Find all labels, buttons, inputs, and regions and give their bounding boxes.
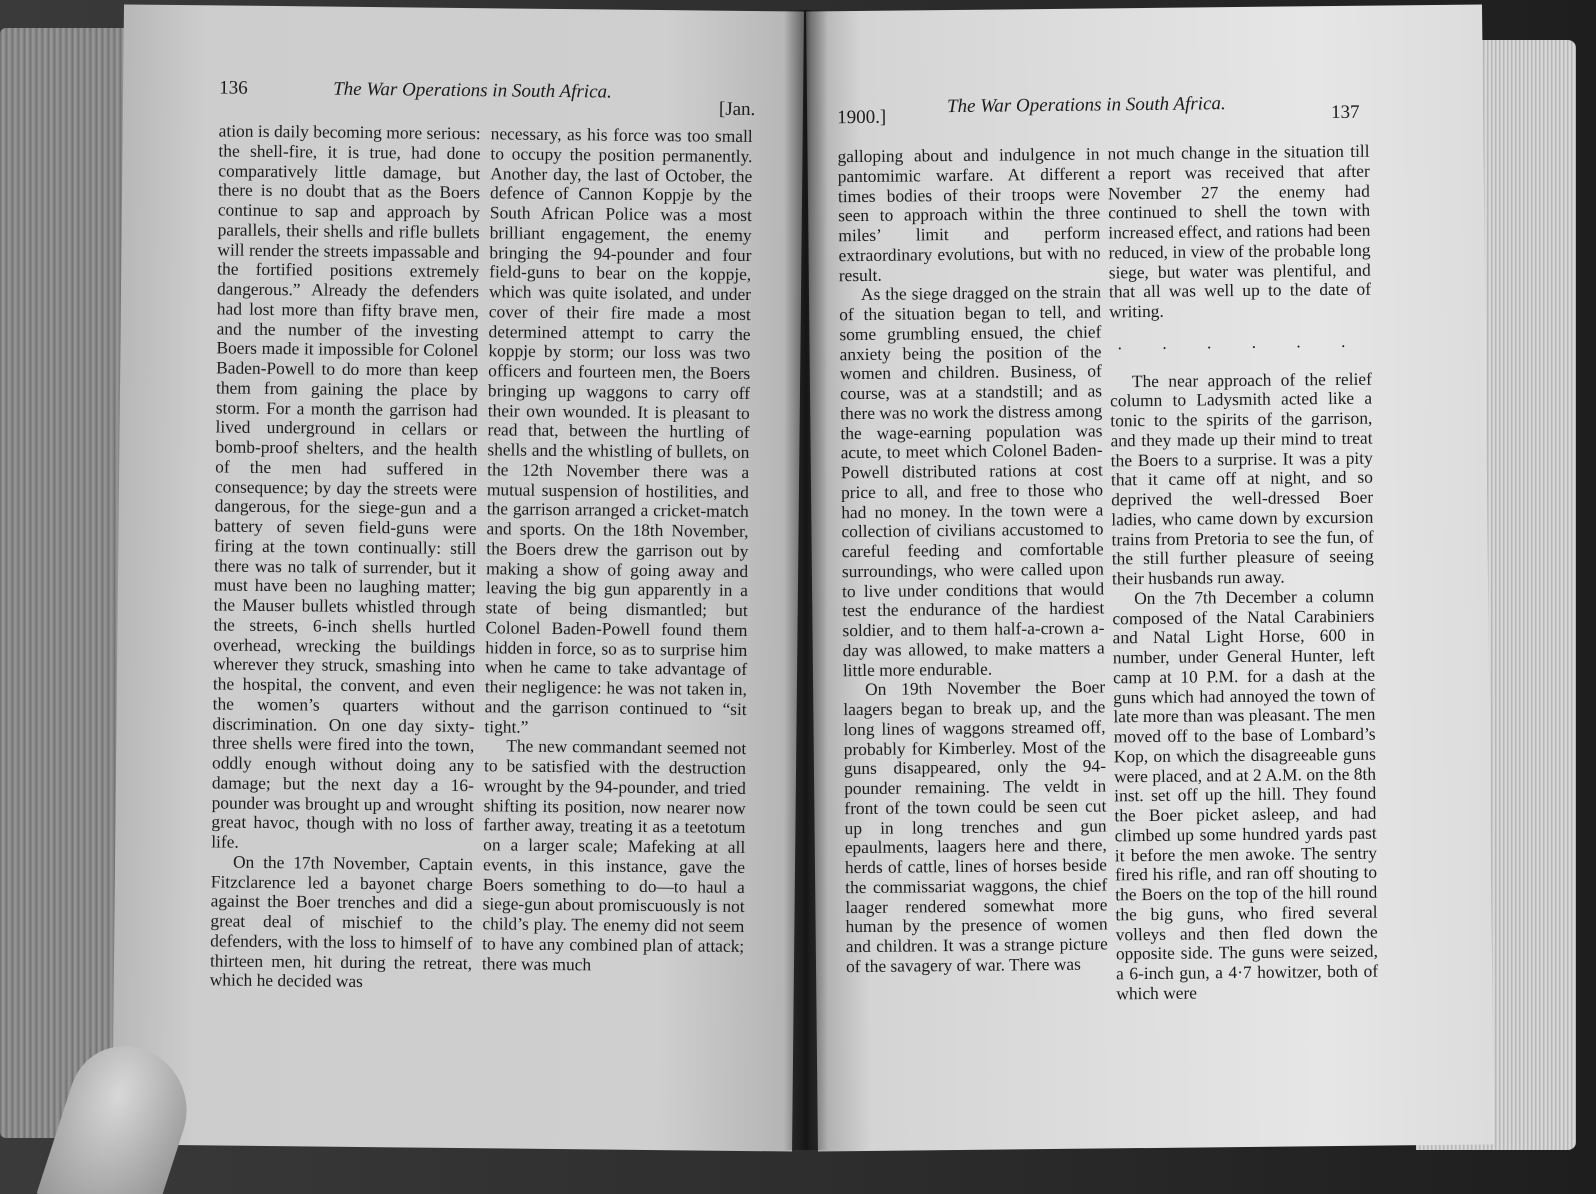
- left-page-number: 136: [219, 77, 248, 99]
- left-page-column-1: [210, 121, 481, 993]
- paragraph: As the siege dragged on the strain of the situation began to tell, and some grumbling ensued, the chief anxiety being the position of the women and children. Business, of course, was at a standstill; and as there was no work the distress among the wage-earning population was acute, to meet which Colonel Baden-Powell distributed rations at cost price to all, and free to those who had no money. In the town were a collection of civilians accustomed to careful feeding and comfortable surroundings, who were called upon to live under conditions that would test the endurance of the hardiest soldier, and to them half-a-crown a-day was allowed, to make matters a little more endurable.: [839, 281, 1105, 680]
- paragraph: necessary, as his force was too small to occupy the position permanently. Another day, the last of October, the defence of Cannon Koppje by the South African Police was a most brilliant engagement, the enemy bringing the 94-pounder and four field-guns to bear on the koppje, which was quite isolated, and under cover of their fire made a most determined attempt to carry the koppje by storm; our loss was two officers and fourteen men, the Boers bringing up waggons to carry off their own wounded. It is pleasant to read that, between the hurtling of shells and the whistling of bullets, on the 12th November there was a mutual suspension of hostilities, and the garrison arranged a cricket-match and sports. On the 18th November, the Boers drew the garrison out by making a show of going away and leaving the big gun apparently in a state of being dismantled; but Colonel Baden-Powell found them hidden in force, so as to surprise him when he came to take advantage of their negligence: he was not taken in, and the garrison continued to “sit tight.”: [484, 123, 753, 737]
- paragraph: On the 7th December a column composed of the Natal Carabiniers and Natal Light Horse, 600 in number, under General Hunter, left camp at 10 P.M. for a dash at the guns which had annoyed the town of late more than was pleasant. The men moved off to the base of Lombard’s Kop, on which the disagreeable guns were placed, and at 2 A.M. on the 8th inst. set off up the hill. They found the Boer picket asleep, and had climbed up some hundred yards past it before the men awoke. The sentry fired his rifle, and ran off shouting to the Boers on the top of the hill round the big guns, who fired several volleys and then fled down the opposite side. The guns were seized, a 6-inch gun, a 4·7 howitzer, both of which were: [1112, 585, 1379, 1004]
- right-page-column-1: [837, 144, 1108, 976]
- paragraph: The near approach of the relief column to Ladysmith acted like a tonic to the spirits of the garrison, and they made up their mind to treat the Boers to a surprise. It was a pity that it came off at night, and so deprived the well-dressed Boer ladies, who came down by excursion trains from Pretoria to see the fun, of the still further pleasure of seeing their husbands run away.: [1110, 368, 1374, 589]
- left-page-column-2: [482, 124, 753, 976]
- book-gutter-shadow: [784, 10, 828, 1150]
- left-running-title: The War Operations in South Africa.: [333, 78, 612, 103]
- paragraph: On 19th November the Boer laagers began to break up, and the long lines of waggons streamed off, probably for Kimberley. Most of the guns disappeared, only the 94-pounder remaining. The veldt in front of the town could be seen cut up in long trenches and gun epaulments, laagers here and there, herds of cattle, lines of horses beside the commissariat waggons, the chief laager rendered somewhat more human by the presence of women and children. It was a strange picture of the savagery of war. There was: [843, 676, 1108, 976]
- paragraph: On the 17th November, Captain Fitzclarence led a bayonet charge against the Boer trenches and did a great deal of mischief to the defenders, with the loss to himself of thirteen men, hit during the retreat, which he decided was: [209, 851, 474, 992]
- right-page: [806, 4, 1494, 1151]
- right-running-head: [837, 78, 1377, 129]
- right-running-title: The War Operations in South Africa.: [946, 93, 1226, 118]
- right-column-2-after-break: [1110, 369, 1379, 1004]
- section-break: . . . . . .: [1117, 330, 1364, 354]
- paragraph: The new commandant seemed not to be satisfied with the destruction wrought by the 94-pounder, and tried shifting its position, now nearer now farther away, treating it as a teetotum on a larger scale; Mafeking at all events, in this instance, gave the Boers something to do—to haul a siege-gun about promiscuously is not child’s play. The enemy did not seem to have any combined plan of attack; there was much: [481, 735, 747, 974]
- right-page-number: 137: [1330, 101, 1360, 124]
- left-running-head: [219, 77, 779, 121]
- left-date-mark: [Jan.: [718, 98, 756, 121]
- left-page: [112, 4, 804, 1151]
- right-page-column-2: [1107, 142, 1378, 1004]
- right-column-2-before-break: [1107, 142, 1371, 322]
- paragraph: ation is daily becoming more serious: the shell-fire, it is true, had done comparatively little damage, but there is no doubt that as the Boers continue to sap and approach by parallels, their shells and rifle bullets will render the streets impassable and the fortified positions extremely dangerous.” Already the defenders had lost more than fifty brave men, and the number of the investing Boers made it impossible for Colonel Baden-Powell to do more than keep them from gaining the place by storm. For a month the garrison had lived underground in cellars or bomb-proof shelters, and the health of the men had suffered in consequence; by day the streets were dangerous, for the siege-gun and a battery of seven field-guns were firing at the town continually: still there was no talk of surrender, but it must have been no laughing matter; the Mauser bullets whistled through the streets, 6-inch shells hurtled overhead, wrecking the buildings wherever they struck, smashing into the hospital, the convent, and even the women’s quarters without discrimination. On one day sixty-three shells were fired into the town, oddly enough without doing any damage; but the next day a 16-pounder was brought up and wrought great havoc, though with no loss of life.: [211, 120, 481, 852]
- paragraph: galloping about and indulgence in pantomimic warfare. At different times bodies of their troops were seen to approach within the three miles’ limit and perform extraordinary evolutions, but with no result.: [837, 143, 1101, 285]
- right-date-mark: 1900.]: [837, 106, 887, 129]
- paragraph: not much change in the situation till a report was received that after November 27 the enemy had continued to shell the town with increased effect, and rations had been reduced, in view of the probable long siege, but water was plentiful, and that all was well up to the date of writing.: [1107, 140, 1372, 322]
